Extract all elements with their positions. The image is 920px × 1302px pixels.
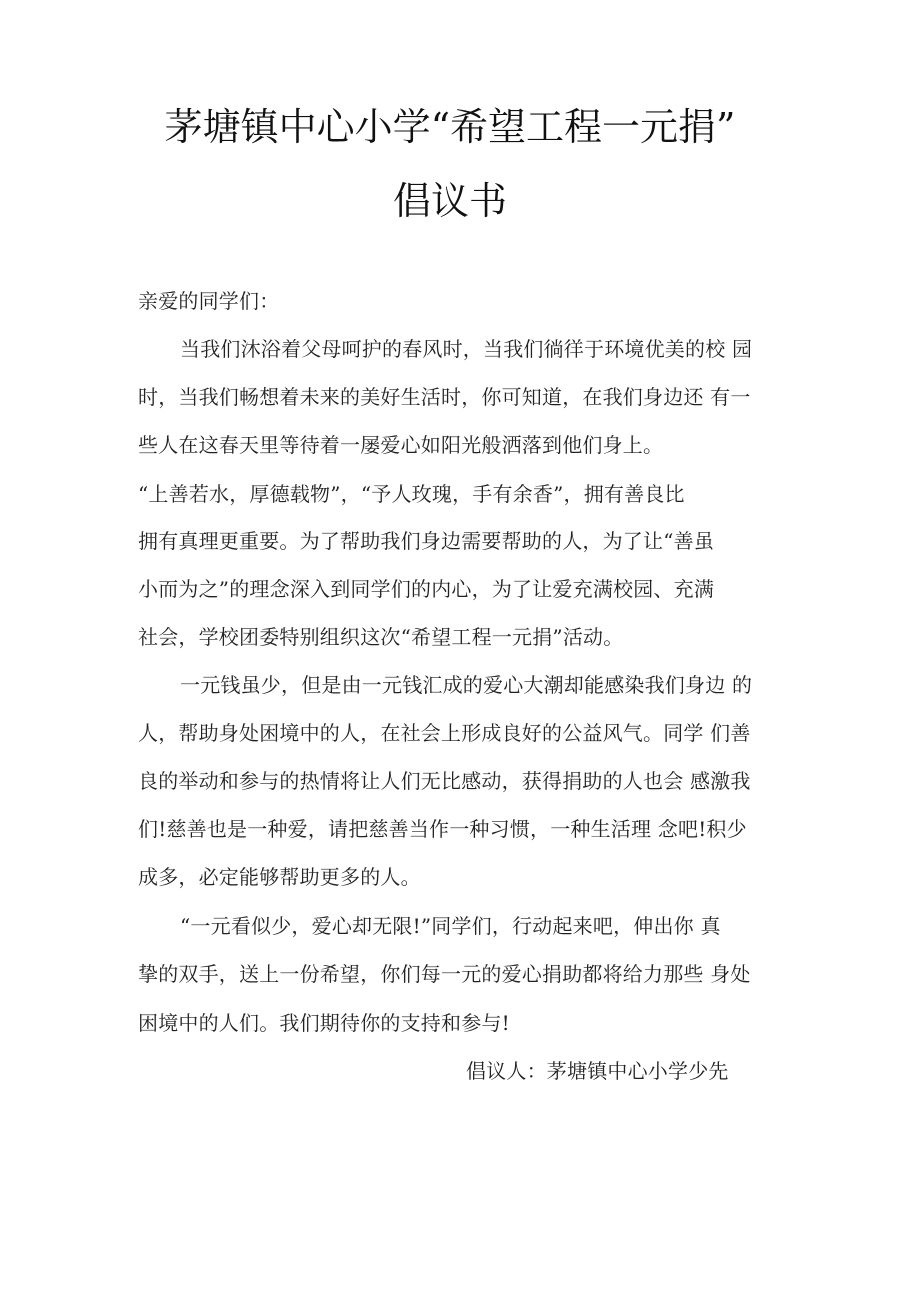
paragraph-3-line-2: 人，帮助身处困境中的人，在社会上形成良好的公益风气。同学 们善 — [138, 721, 751, 745]
document-title: 茅塘镇中心小学“希望工程一元捐” — [164, 105, 736, 149]
paragraph-2-line-1: “上善若水，厚德载物”，“予人玫瑰，手有余香”，拥有善良比 — [138, 482, 685, 506]
paragraph-1-line-3: 些人在这春天里等待着一屡爱心如阳光般洒落到他们身上。 — [138, 433, 664, 457]
paragraph-4-line-3: 困境中的人们。我们期待你的支持和参与! — [138, 1011, 510, 1035]
paragraph-4-line-2: 挚的双手，送上一份希望，你们每一元的爱心捐助都将给力那些 身处 — [138, 962, 751, 986]
paragraph-3-line-4: 们!慈善也是一种爱，请把慈善当作一种习惯，一种生活理 念吧!积少 — [138, 817, 747, 841]
paragraph-3-line-3: 良的举动和参与的热情将让人们无比感动，获得捐助的人也会 感激我 — [138, 769, 751, 793]
paragraph-2-line-3: 小而为之”的理念深入到同学们的内心，为了让爱充满校园、充满 — [138, 577, 715, 601]
paragraph-3-line-5: 成多，必定能够帮助更多的人。 — [138, 865, 421, 889]
document-subtitle: 倡议书 — [392, 179, 507, 223]
paragraph-1-line-1: 当我们沐浴着父母呵护的春风时，当我们徜徉于环境优美的校 园 — [180, 337, 753, 361]
paragraph-1-line-2: 时，当我们畅想着未来的美好生活时，你可知道，在我们身边还 有一 — [138, 385, 751, 409]
salutation: 亲爱的同学们： — [138, 289, 280, 313]
paragraph-4-line-1: “一元看似少，爱心却无限!”同学们，行动起来吧，伸出你 真 — [180, 914, 721, 938]
signature: 倡议人：茅塘镇中心小学少先 — [466, 1059, 729, 1083]
paragraph-2-line-2: 拥有真理更重要。为了帮助我们身边需要帮助的人，为了让“善虽 — [138, 529, 715, 553]
paragraph-2-line-4: 社会，学校团委特别组织这次“希望工程一元捐”活动。 — [138, 625, 624, 649]
paragraph-3-line-1: 一元钱虽少，但是由一元钱汇成的爱心大潮却能感染我们身边 的 — [180, 673, 753, 697]
